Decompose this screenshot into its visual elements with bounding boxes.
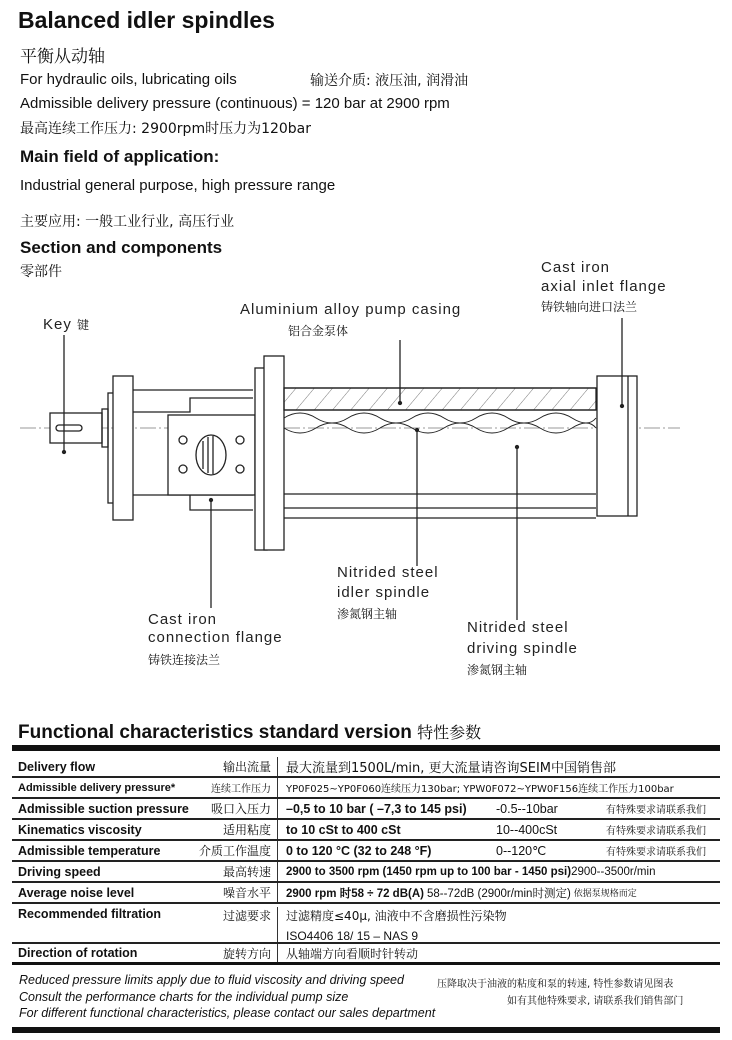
note-2: Consult the performance charts for the individual pump size xyxy=(19,990,349,1004)
label-casing-cn: 铝合金泵体 xyxy=(288,324,349,338)
application-text: Industrial general purpose, high pressure range xyxy=(20,177,336,194)
page-title-cn: 平衡从动轴 xyxy=(20,47,105,67)
note-3: For different functional characteristics, please contact our sales department xyxy=(19,1006,436,1020)
table-row: Recommended filtration 过滤要求 过滤精度≤40μ, 油液中不含磨损性污染物 ISO4406 18/ 15 – NAS 9 xyxy=(12,904,720,944)
page-title: Balanced idler spindles xyxy=(18,7,275,33)
label-idler-2: idler spindle xyxy=(337,584,431,601)
pressure-text-cn: 最高连续工作压力: 2900rpm时压力为120bar xyxy=(20,121,312,137)
label-conn-2: connection flange xyxy=(148,629,283,646)
pressure-text: Admissible delivery pressure (continuous) = 120 bar at 2900 rpm xyxy=(20,95,450,112)
note-1-cn: 压降取决于油液的粘度和泵的转速, 特性参数请见图表 xyxy=(437,979,674,990)
label-key: Key 键 xyxy=(43,316,91,333)
functional-heading: Functional characteristics standard version 特性参数 xyxy=(18,722,482,743)
table-row: Direction of rotation 旋转方向 从轴端方向看顺时针转动 xyxy=(12,944,720,965)
application-heading: Main field of application: xyxy=(20,147,220,166)
table-row: Admissible delivery pressure* 连续工作压力 YP0F025~YP0F060连续压力130bar; YPW0F072~YPW0F156连续工作压力100bar xyxy=(12,778,720,799)
table-row: Kinematics viscosity 适用粘度 to 10 cSt to 400 cSt 10--400cSt 有特殊要求请联系我们 xyxy=(12,820,720,841)
label-idler-1: Nitrided steel xyxy=(337,564,439,581)
label-driving-1: Nitrided steel xyxy=(467,619,569,636)
oils-text-cn: 输送介质: 液压油, 润滑油 xyxy=(310,73,469,89)
label-driving-cn: 渗氮钢主轴 xyxy=(467,663,528,677)
table-row: Admissible suction pressure 吸口入压力 –0,5 to 10 bar ( –7,3 to 145 psi) -0.5--10bar 有特殊要求请联系我们 xyxy=(12,799,720,820)
label-casing: Aluminium alloy pump casing xyxy=(240,301,462,318)
section-heading: Section and components xyxy=(20,238,223,257)
label-conn-cn: 铸铁连接法兰 xyxy=(148,653,221,667)
label-idler-cn: 渗氮钢主轴 xyxy=(337,607,398,621)
note-2-cn: 如有其他特殊要求, 请联系我们销售部门 xyxy=(507,996,684,1007)
table-row: Admissible temperature 介质工作温度 0 to 120 °C (32 to 248 °F) 0--120℃ 有特殊要求请联系我们 xyxy=(12,841,720,862)
section-heading-cn: 零部件 xyxy=(20,264,62,280)
application-text-cn: 主要应用: 一般工业行业, 高压行业 xyxy=(20,214,235,230)
table-row: Average noise level 噪音水平 2900 rpm 时58 ÷ 72 dB(A) 58--72dB (2900r/min时测定) 依据泵规格而定 xyxy=(12,883,720,904)
label-conn-1: Cast iron xyxy=(148,611,218,628)
table-row: Delivery flow 输出流量 最大流量到1500L/min, 更大流量请咨询SEIM中国销售部 xyxy=(12,757,720,778)
bottom-divider xyxy=(12,1027,720,1033)
label-driving-2: driving spindle xyxy=(467,640,578,657)
label-inlet-1: Cast iron xyxy=(541,259,611,276)
divider xyxy=(12,745,720,751)
note-1: Reduced pressure limits apply due to fluid viscosity and driving speed xyxy=(19,973,404,987)
table-row: Driving speed 最高转速 2900 to 3500 rpm (1450 rpm up to 100 bar - 1450 psi) 2900--3500r/min xyxy=(12,862,720,883)
oils-text: For hydraulic oils, lubricating oils xyxy=(20,71,237,88)
label-inlet-cn: 铸铁轴向进口法兰 xyxy=(541,300,638,314)
label-inlet-2: axial inlet flange xyxy=(541,278,667,295)
characteristics-table xyxy=(12,757,720,965)
